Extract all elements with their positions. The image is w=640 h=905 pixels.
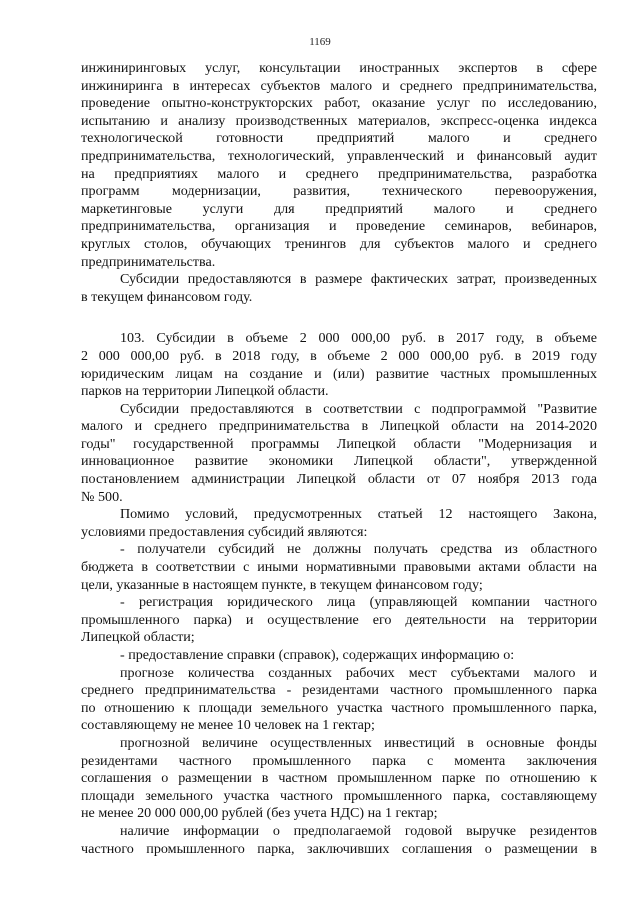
text-line: не менее 20 000 000,00 рублей (без учета НДС) на 1 гектар; <box>81 805 438 822</box>
text-line: площади земельного участка частного промышленного парка, составляющему <box>81 787 597 804</box>
text-line: программ модернизации, развития, технического перевооружения, <box>81 183 597 200</box>
text-line: Субсидии предоставляются в соответствии с подпрограммой "Развитие <box>120 400 597 417</box>
text-line: на предприятиях малого и среднего предпринимательства, разработка <box>81 165 597 182</box>
text-line: - получатели субсидий не должны получать средства из областного <box>120 541 597 558</box>
text-line: частного промышленного парка, заключивших соглашения о размещении в <box>81 840 597 857</box>
text-line: - предоставление справки (справок), содержащих информацию о: <box>120 647 515 663</box>
text-line: инжиниринга в интересах субъектов малого и среднего предпринимательства, <box>81 77 597 94</box>
text-line: инновационное развитие экономики Липецкой области", утвержденной <box>81 453 597 470</box>
text-line: Помимо условий, предусмотренных статьей 12 настоящего Закона, <box>120 506 597 523</box>
text-line: предпринимательства, технологический, управленческий и финансовый аудит <box>81 147 597 164</box>
section-spacer <box>81 306 597 330</box>
text-line: маркетинговые услуги для предприятий малого и среднего <box>81 200 597 217</box>
text-line: по отношению к площади земельного участка частного промышленного парка, <box>81 699 597 716</box>
text-line: составляющему не менее 10 человек на 1 гектар; <box>81 717 375 734</box>
text-line: резидентами частного промышленного парка с момента заключения <box>81 752 597 769</box>
text-line: инжиниринговых услуг, консультации иностранных экспертов в сфере <box>81 60 597 76</box>
text-line: 2 000 000,00 руб. в 2018 году, в объеме 2 000 000,00 руб. в 2019 году <box>81 347 597 364</box>
text-line: постановлением администрации Липецкой области от 07 ноября 2013 года <box>81 471 597 488</box>
text-line: цели, указанные в настоящем пункте, в текущем финансовом году; <box>81 576 483 593</box>
paragraph-investment-forecast <box>81 735 597 823</box>
text-line: - регистрация юридического лица (управляющей компании частного <box>120 594 597 611</box>
text-line: 103. Субсидии в объеме 2 000 000,00 руб. в 2017 году, в объеме <box>120 330 597 347</box>
paragraph-conditions-intro <box>81 506 597 541</box>
text-line: проведение опытно-конструкторских работ, оказание услуг по исследованию, <box>81 95 597 112</box>
text-line: прогнозе количества созданных рабочих мест субъектами малого и <box>120 664 597 681</box>
paragraph-subprogram <box>81 401 597 507</box>
text-line: соглашения о размещении в частном промышленном парке по отношению к <box>81 770 597 787</box>
text-line: малого и среднего предпринимательства в Липецкой области на 2014-2020 <box>81 418 597 435</box>
paragraph-jobs-forecast <box>81 665 597 735</box>
list-item-registration <box>81 594 597 647</box>
paragraph-item-103 <box>81 330 597 400</box>
page-number: 1169 <box>309 36 331 48</box>
text-line: промышленного парка) и осуществление его деятельности на территории <box>81 611 597 628</box>
text-line: юридическим лицам на создание и (или) развитие частных промышленных <box>81 365 597 382</box>
text-line: парков на территории Липецкой области. <box>81 383 329 400</box>
text-line: предпринимательства. <box>81 253 216 270</box>
text-line: прогнозной величине осуществленных инвестиций в основные фонды <box>120 734 597 751</box>
text-line: годы" государственной программы Липецкой области "Модернизация и <box>81 435 597 452</box>
text-line: условиями предоставления субсидий являются: <box>81 523 368 540</box>
document-body <box>81 60 597 858</box>
text-line: Липецкой области; <box>81 629 195 646</box>
text-line: наличие информации о предполагаемой годовой выручке резидентов <box>120 822 597 839</box>
paragraph-services-list <box>81 60 597 271</box>
text-line: предпринимательства, организация и проведение семинаров, вебинаров, <box>81 218 597 235</box>
text-line: № 500. <box>81 488 123 505</box>
list-item-no-other-funding <box>81 541 597 594</box>
text-line: среднего предпринимательства - резидентами частного промышленного парка <box>81 682 597 699</box>
text-line: Субсидии предоставляются в размере фактических затрат, произведенных <box>120 271 597 288</box>
text-line: испытанию и анализу производственных материалов, экспресс-оценка индекса <box>81 112 597 129</box>
text-line: технологической готовности предприятий малого и среднего <box>81 130 597 147</box>
text-line: круглых столов, обучающих тренингов для субъектов малого и среднего <box>81 235 597 252</box>
list-item-certificates <box>81 647 597 665</box>
text-line: бюджета в соответствии с иными нормативными правовыми актами области на <box>81 559 597 576</box>
text-line: в текущем финансовом году. <box>81 288 253 305</box>
paragraph-revenue-info <box>81 823 597 858</box>
paragraph-subsidy-actual-costs <box>81 271 597 306</box>
